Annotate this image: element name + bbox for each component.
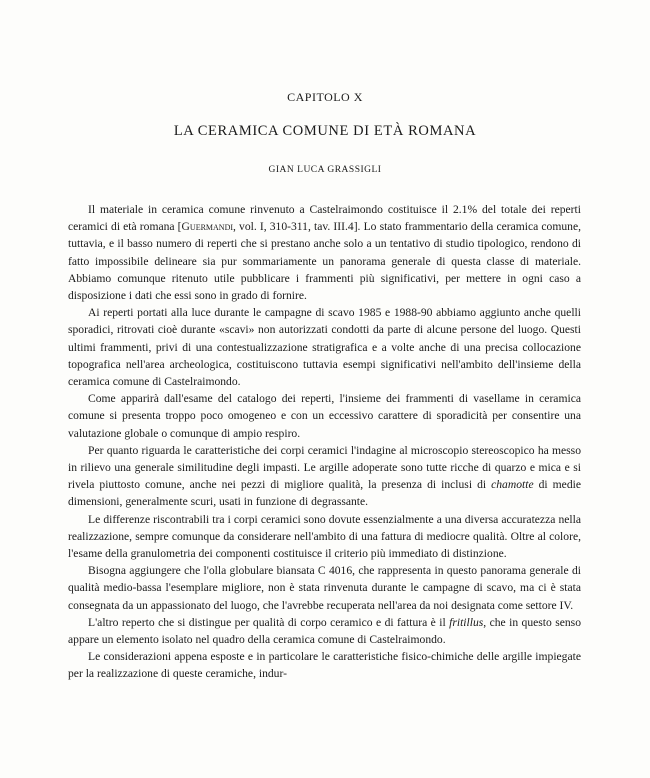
citation-author: Guermandi	[181, 220, 234, 234]
italic-term-chamotte: chamotte	[491, 478, 534, 492]
paragraph-2: Ai reperti portati alla luce durante le campagne di scavo 1985 e 1988-90 abbiamo aggiunto anche quelli sporadici, ritrovati cioè durante «scavi» non autorizzati condotti da parte di alcune persone del luogo. Questi ultimi frammenti, privi di una contestualizzazione stratigrafica e a volte anche di una precisa collocazione topografica nell'area archeologica, costituiscono tuttavia esempi significativi nell'ambito dell'insieme della ceramica comune di Castelraimondo.	[68, 306, 581, 389]
author-name: GIAN LUCA GRASSIGLI	[268, 165, 382, 175]
paragraph-1: Il materiale in ceramica comune rinvenuto a Castelraimondo costituisce il 2.1% del totale dei reperti ceramici di età romana [Guermandi, vol. I, 310-311, tav. III.4]. Lo stato frammentario della ceramica comune, tuttavia, e il basso numero di reperti che si prestano anche solo a un tentativo di studio tipologico, rendono di fatto impossibile delineare sia pur sommariamente un panorama generale di questa classe di materiale. Abbiamo comunque ritenuto utile pubblicare i frammenti più significativi, per mettere in ogni caso a disposizione i dati che essi sono in grado di fornire.	[68, 203, 581, 303]
chapter-number: CAPITOLO X	[287, 90, 363, 104]
paragraph-8: Le considerazioni appena esposte e in particolare le caratteristiche fisico-chimiche delle argille impiegate per la realizzazione di queste ceramiche, indur-	[68, 650, 581, 681]
paragraph-4: Per quanto riguarda le caratteristiche dei corpi ceramici l'indagine al microscopio stereoscopico ha messo in rilievo una generale similitudine degli impasti. Le argille adoperate sono tutte ricche di quarzo e mica e si rivela piuttosto comune, anche nei pezzi di migliore qualità, la presenza di inclusi di chamotte di medie dimensioni, generalmente scuri, usati in funzione di degrassante.	[68, 443, 581, 509]
italic-term-fritillus: fritillus	[449, 615, 484, 629]
chapter-title: LA CERAMICA COMUNE DI ETÀ ROMANA	[173, 123, 477, 139]
body-text	[68, 201, 581, 683]
paragraph-3: Come apparirà dall'esame del catalogo dei reperti, l'insieme dei frammenti di vasellame in ceramica comune si presenta troppo poco omogeneo e con un eccessivo carattere di sporadicità per consentire una valutazione globale o comunque di ampio respiro.	[68, 392, 581, 440]
paragraph-5: Le differenze riscontrabili tra i corpi ceramici sono dovute essenzialmente a una diversa accuratezza nella realizzazione, sempre comunque da considerare nell'ambito di una fattura di mediocre qualità. Oltre al colore, l'esame della granulometria dei componenti costituisce il criterio più immediato di distinzione.	[68, 512, 581, 561]
paragraph-6: Bisogna aggiungere che l'olla globulare biansata C 4016, che rappresenta in questo panorama generale di qualità medio-bassa l'esemplare migliore, non è stata rinvenuta durante le campagne di scavo, ma ci è stata consegnata da un appassionato del luogo, che l'avrebbe recuperata nell'area da noi designata come settore IV.	[68, 564, 581, 612]
paragraph-7: L'altro reperto che si distingue per qualità di corpo ceramico e di fattura è il fritillus, che in questo senso appare un elemento isolato nel quadro della ceramica comune di Castelraimondo.	[68, 615, 581, 647]
